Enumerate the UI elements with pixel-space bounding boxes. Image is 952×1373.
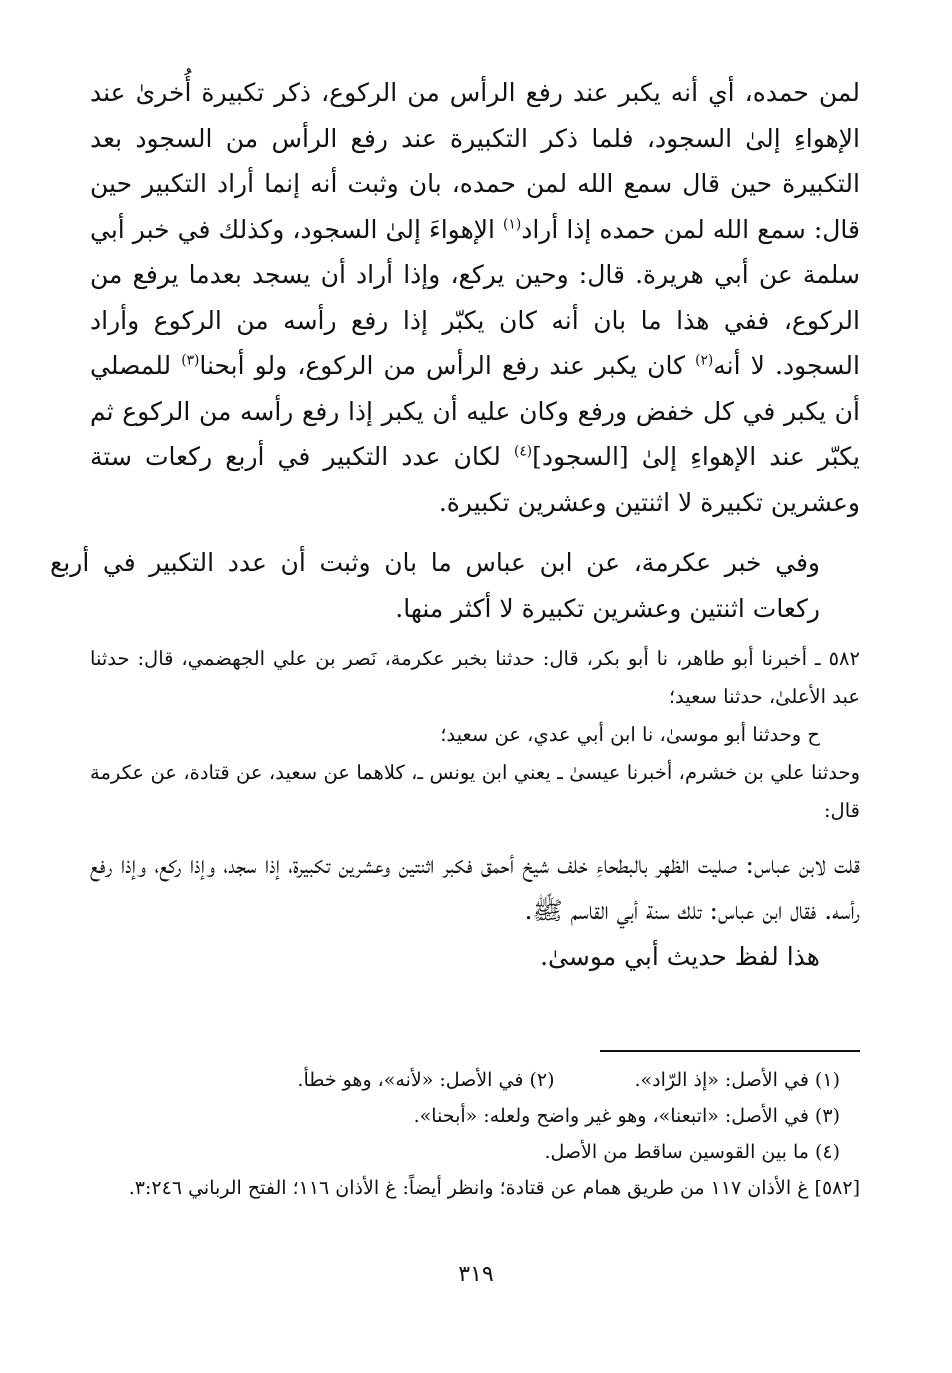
hadith-isnad xyxy=(90,640,860,830)
source-reference: [٥٨٢] غ الأذان ١١٧ من طريق همام عن قتادة؛ وانظر أيضاً: غ الأذان ١١٦؛ الفتح الرباني ٣:٢٤٦. xyxy=(128,1177,860,1199)
footnote-ref-3[interactable]: (٣) xyxy=(181,352,200,369)
para1-part-a: لمن حمده، أي أنه يكبر عند رفع الرأس من الركوع، ذكر تكبيرة أُخرىٰ عند الإهواءِ إلىٰ السجود، فلما ذكر التكبيرة عند رفع الرأس من السجود بعد التكبيرة حين قال سمع الله لمن حمده، بان وثبت أنه إنما أراد التكبير حين قال: سمع الله لمن حمده إذا أراد xyxy=(90,78,860,244)
page-number: ٣١٩ xyxy=(458,1262,494,1287)
para1-part-c: كان يكبر عند رفع الرأس من الركوع، ولو أبحنا xyxy=(199,351,696,380)
footnote-row-1-2 xyxy=(90,1062,860,1098)
para1-part-b: الإهواءَ إلىٰ السجود، وكذلك في خبر أبي سلمة عن أبي هريرة. قال: وحين يركع، وإذا أراد أن يسجد بعدما يرفع من الركوع، ففي هذا ما بان أنه كان يكبّر إذا رفع رأسه من الركوع وأراد السجود. لا أنه xyxy=(90,214,860,380)
ikrima-paragraph: وفي خبر عكرمة، عن ابن عباس ما بان وثبت أن عدد التكبير في أربع ركعات اثنتين وعشرين تكبيرة لا أكثر منها. xyxy=(50,548,820,623)
footnote-2: (٢) في الأصل: «لأنه»، وهو خطأ. xyxy=(297,1069,555,1091)
footnote-ref-2[interactable]: (٢) xyxy=(695,352,714,369)
footnote-divider xyxy=(600,1050,860,1052)
para1-part-e: لكان عدد التكبير في أربع ركعات ستة وعشرين تكبيرة لا اثنتين وعشرين تكبيرة. xyxy=(90,442,860,517)
hadith-closing-note: هذا لفظ حديث أبي موسىٰ. xyxy=(540,942,820,971)
hadith-isnad-line-2: ح وحدثنا أبو موسىٰ، نا ابن أبي عدي، عن سعيد؛ xyxy=(440,723,820,746)
para1-part-d: للمصلي أن يكبر في كل خفض ورفع وكان عليه أن يكبر إذا رفع رأسه من الركوع ثم يكبّر عند الإهواءِ إلىٰ [السجود] xyxy=(90,351,860,471)
footnote-ref-4[interactable]: (٤) xyxy=(513,443,533,460)
footnote-4: (٤) ما بين القوسين ساقط من الأصل. xyxy=(544,1141,840,1163)
hadith-isnad-line-3: وحدثنا علي بن خشرم، أخبرنا عيسىٰ ـ يعني ابن يونس ـ، كلاهما عن سعيد، عن قتادة، عن عكرمة قال: xyxy=(90,761,860,822)
footnote-3: (٣) في الأصل: «اتبعنا»، وهو غير واضح ولعله: «أبحنا». xyxy=(413,1105,840,1127)
footnote-ref-1[interactable]: (١) xyxy=(503,216,522,233)
main-paragraph xyxy=(90,70,860,525)
hadith-matn xyxy=(90,842,860,980)
footnotes-section xyxy=(90,1062,860,1206)
hadith-matn-text: قلت لابن عباس: صليت الظهر بالبطحاءِ خلف شيخ أحمق فكبر اثنتين وعشرين تكبيرة، إذا سجد، وإذا ركع، وإذا رفع رأسه. فقال ابن عباس: تلك سنة أبي القاسم ﷺ. xyxy=(90,850,860,925)
footnote-1: (١) في الأصل: «إذ الرّاد». xyxy=(634,1069,840,1091)
hadith-isnad-line-1: ٥٨٢ ـ أخبرنا أبو طاهر، نا أبو بكر، قال: حدثنا بخبر عكرمة، نَصر بن علي الجهضمي، قال: حدثنا عبد الأعلىٰ، حدثنا سعيد؛ xyxy=(90,647,860,708)
